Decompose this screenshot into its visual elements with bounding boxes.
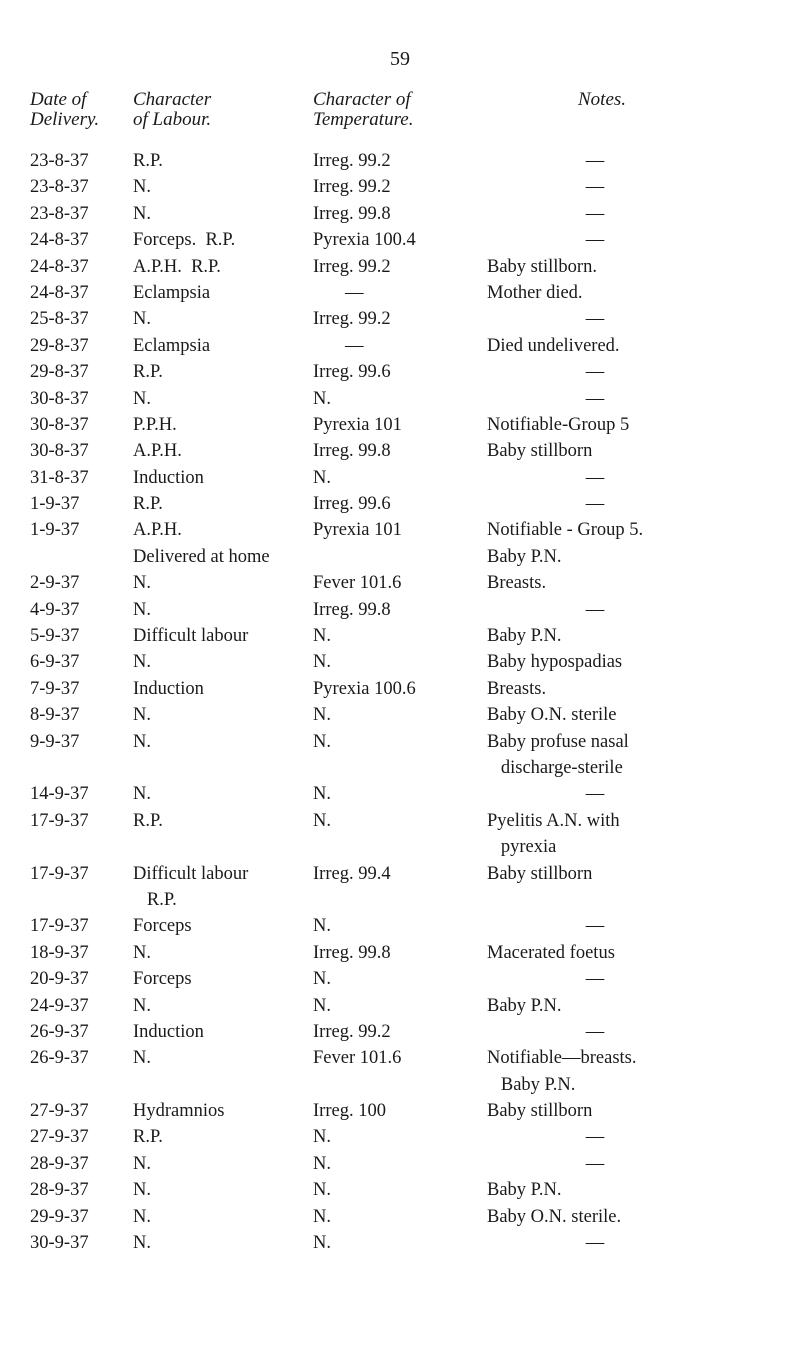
table-row (0, 1232, 800, 1258)
cell-temperature: N. (313, 1153, 331, 1174)
table-row (0, 546, 800, 572)
cell-notes: Died undelivered. (487, 335, 620, 356)
cell-date: 17-9-37 (30, 863, 89, 884)
cell-notes: — (585, 1233, 605, 1254)
cell-labour: Difficult labour (133, 863, 249, 884)
cell-notes: — (585, 1127, 605, 1148)
cell-notes: — (585, 309, 605, 330)
table-row (0, 1179, 800, 1205)
table-row (0, 836, 800, 862)
cell-notes: Pyelitis A.N. with (487, 810, 620, 831)
cell-temperature: N. (313, 784, 331, 805)
table-row (0, 176, 800, 202)
cell-temperature: N. (313, 705, 331, 726)
cell-labour: Difficult labour (133, 626, 249, 647)
cell-temperature: Irreg. 99.8 (313, 942, 391, 963)
table-row (0, 335, 800, 361)
cell-notes: Notifiable—breasts. (487, 1048, 637, 1069)
cell-notes: Baby P.N. (487, 546, 562, 567)
cell-labour: Induction (133, 467, 204, 488)
cell-labour: N. (133, 995, 151, 1016)
cell-date: 2-9-37 (30, 573, 80, 594)
cell-notes: — (585, 969, 605, 990)
cell-notes: — (585, 494, 605, 515)
cell-temperature: Fever 101.6 (313, 573, 402, 594)
cell-notes: Baby P.N. (487, 1074, 576, 1095)
cell-date: 24-8-37 (30, 256, 89, 277)
cell-notes: Baby O.N. sterile (487, 705, 617, 726)
table-row (0, 1206, 800, 1232)
table-row (0, 440, 800, 466)
table-row (0, 915, 800, 941)
header-temperature-line1: Character of (313, 89, 411, 110)
cell-date: 26-9-37 (30, 1021, 89, 1042)
table-row (0, 388, 800, 414)
cell-temperature: Irreg. 99.2 (313, 1021, 391, 1042)
table-row (0, 1047, 800, 1073)
cell-temperature: Pyrexia 100.4 (313, 230, 416, 251)
cell-temperature: Pyrexia 101 (313, 520, 402, 541)
cell-notes: Baby P.N. (487, 995, 562, 1016)
cell-labour: R.P. (133, 362, 163, 383)
cell-temperature: N. (313, 810, 331, 831)
cell-notes: — (585, 230, 605, 251)
table-row (0, 282, 800, 308)
cell-notes: Baby hypospadias (487, 652, 623, 673)
table-row (0, 889, 800, 915)
cell-date: 1-9-37 (30, 520, 80, 541)
table-row (0, 1074, 800, 1100)
cell-temperature: N. (313, 388, 331, 409)
cell-date: 24-8-37 (30, 282, 89, 303)
cell-labour: N. (133, 652, 151, 673)
cell-notes: — (585, 784, 605, 805)
cell-temperature: Irreg. 99.8 (313, 203, 391, 224)
cell-temperature: Irreg. 99.2 (313, 309, 391, 330)
cell-labour: A.P.H. R.P. (133, 256, 221, 277)
cell-date: 30-8-37 (30, 441, 89, 462)
table-row (0, 783, 800, 809)
cell-temperature: N. (313, 1180, 331, 1201)
table-row (0, 1021, 800, 1047)
cell-date: 6-9-37 (30, 652, 80, 673)
cell-notes: Baby profuse nasal (487, 731, 629, 752)
cell-temperature: Irreg. 99.2 (313, 151, 391, 171)
table-row (0, 572, 800, 598)
cell-date: 8-9-37 (30, 705, 80, 726)
cell-notes: Mother died. (487, 282, 583, 303)
cell-notes: — (585, 1153, 605, 1174)
header-temperature (313, 90, 413, 130)
header-notes-line2: Notes. (578, 89, 627, 110)
cell-labour: N. (133, 388, 151, 409)
cell-temperature: N. (313, 467, 331, 488)
cell-labour: Induction (133, 678, 204, 699)
cell-date: 29-8-37 (30, 362, 89, 383)
cell-notes: Baby P.N. (487, 1180, 562, 1201)
cell-notes: Macerated foetus (487, 942, 615, 963)
cell-date: 23-8-37 (30, 203, 89, 224)
cell-labour: Hydramnios (133, 1101, 225, 1122)
cell-labour: Eclampsia (133, 335, 211, 356)
cell-notes: — (585, 388, 605, 409)
cell-date: 20-9-37 (30, 969, 89, 990)
cell-temperature: Fever 101.6 (313, 1048, 402, 1069)
cell-date: 5-9-37 (30, 626, 80, 647)
table-row (0, 308, 800, 334)
cell-notes: Breasts. (487, 573, 547, 594)
cell-temperature: N. (313, 652, 331, 673)
cell-labour: P.P.H. (133, 414, 177, 435)
table-row (0, 863, 800, 889)
cell-labour: N. (133, 705, 151, 726)
table-row (0, 625, 800, 651)
cell-temperature: Irreg. 99.6 (313, 494, 391, 515)
cell-notes: — (585, 151, 605, 171)
cell-notes: — (585, 362, 605, 383)
table-row (0, 493, 800, 519)
cell-date: 14-9-37 (30, 784, 89, 805)
cell-temperature: N. (313, 969, 331, 990)
header-labour-line2: of Labour. (133, 109, 212, 130)
cell-date: 27-9-37 (30, 1101, 89, 1122)
cell-date: 7-9-37 (30, 678, 80, 699)
cell-labour: N. (133, 1233, 151, 1254)
cell-date: 30-8-37 (30, 414, 89, 435)
cell-date: 9-9-37 (30, 731, 80, 752)
cell-labour: Delivered at home (133, 546, 270, 567)
cell-labour: A.P.H. (133, 520, 182, 541)
table-header (0, 90, 800, 142)
header-notes (578, 90, 626, 110)
header-date-line2: Delivery. (30, 109, 100, 130)
cell-labour: N. (133, 1180, 151, 1201)
cell-temperature: Irreg. 99.2 (313, 256, 391, 277)
cell-temperature: N. (313, 626, 331, 647)
table-row (0, 995, 800, 1021)
cell-notes: — (585, 203, 605, 224)
cell-labour: N. (133, 599, 151, 620)
header-date-line1: Date of (30, 89, 87, 110)
cell-labour: N. (133, 309, 151, 330)
cell-date: 17-9-37 (30, 810, 89, 831)
cell-notes: — (585, 916, 605, 937)
cell-labour: N. (133, 573, 151, 594)
cell-date: 28-9-37 (30, 1153, 89, 1174)
cell-labour: Forceps. R.P. (133, 230, 236, 251)
cell-temperature: — (345, 335, 364, 356)
cell-temperature: Irreg. 99.8 (313, 441, 391, 462)
cell-notes: Notifiable-Group 5 (487, 414, 630, 435)
cell-date: 24-9-37 (30, 995, 89, 1016)
table-row (0, 203, 800, 229)
cell-notes: Baby O.N. sterile. (487, 1206, 622, 1227)
cell-temperature: N. (313, 731, 331, 752)
table-row (0, 414, 800, 440)
table-row (0, 229, 800, 255)
cell-notes: Breasts. (487, 678, 547, 699)
cell-date: 23-8-37 (30, 177, 89, 198)
cell-labour: Induction (133, 1021, 204, 1042)
cell-notes: Notifiable - Group 5. (487, 520, 644, 541)
header-labour-line1: Character (133, 89, 212, 110)
cell-labour: N. (133, 784, 151, 805)
table-row (0, 651, 800, 677)
cell-temperature: N. (313, 916, 331, 937)
cell-labour: N. (133, 1206, 151, 1227)
cell-temperature: — (345, 282, 364, 303)
cell-date: 25-8-37 (30, 309, 89, 330)
cell-temperature: Irreg. 100 (313, 1101, 386, 1122)
cell-labour: N. (133, 942, 151, 963)
cell-labour: N. (133, 1153, 151, 1174)
cell-notes: discharge-sterile (487, 757, 623, 778)
cell-temperature: N. (313, 1233, 331, 1254)
cell-labour: R.P. (133, 1127, 163, 1148)
table-row (0, 810, 800, 836)
cell-date: 29-8-37 (30, 335, 89, 356)
cell-labour: R.P. (133, 494, 163, 515)
cell-date: 28-9-37 (30, 1180, 89, 1201)
cell-notes: — (585, 599, 605, 620)
header-temperature-line2: Temperature. (313, 109, 414, 130)
cell-date: 27-9-37 (30, 1127, 89, 1148)
cell-labour: N. (133, 1048, 151, 1069)
cell-temperature: N. (313, 995, 331, 1016)
table-row (0, 1153, 800, 1179)
cell-temperature: Irreg. 99.2 (313, 177, 391, 198)
cell-temperature: N. (313, 1127, 331, 1148)
table-row (0, 731, 800, 757)
table-row (0, 1100, 800, 1126)
records-table-body (0, 150, 800, 1258)
cell-date: 23-8-37 (30, 151, 89, 171)
cell-temperature: Pyrexia 100.6 (313, 678, 416, 699)
table-row (0, 678, 800, 704)
cell-date: 30-9-37 (30, 1233, 89, 1254)
cell-notes: Baby P.N. (487, 626, 562, 647)
cell-date: 4-9-37 (30, 599, 80, 620)
cell-labour: N. (133, 203, 151, 224)
table-row (0, 1126, 800, 1152)
table-row (0, 256, 800, 282)
cell-labour: N. (133, 177, 151, 198)
cell-date: 26-9-37 (30, 1048, 89, 1069)
cell-temperature: Pyrexia 101 (313, 414, 402, 435)
cell-labour: R.P. (133, 151, 163, 171)
table-row (0, 599, 800, 625)
cell-notes: pyrexia (487, 837, 557, 858)
table-row (0, 150, 800, 176)
cell-date: 31-8-37 (30, 467, 89, 488)
header-labour (133, 90, 211, 130)
table-row (0, 467, 800, 493)
cell-temperature: N. (313, 1206, 331, 1227)
table-row (0, 757, 800, 783)
cell-notes: Baby stillborn (487, 441, 593, 462)
cell-labour: Eclampsia (133, 282, 211, 303)
header-date (30, 90, 99, 130)
cell-temperature: Irreg. 99.8 (313, 599, 391, 620)
table-row (0, 704, 800, 730)
cell-labour: Forceps (133, 969, 192, 990)
cell-temperature: Irreg. 99.4 (313, 863, 391, 884)
table-row (0, 519, 800, 545)
cell-notes: — (585, 467, 605, 488)
table-row (0, 942, 800, 968)
cell-date: 17-9-37 (30, 916, 89, 937)
cell-labour: R.P. (133, 810, 163, 831)
table-row (0, 361, 800, 387)
page-number: 59 (390, 48, 410, 70)
cell-date: 18-9-37 (30, 942, 89, 963)
cell-temperature: Irreg. 99.6 (313, 362, 391, 383)
cell-date: 30-8-37 (30, 388, 89, 409)
cell-labour: N. (133, 731, 151, 752)
table-row (0, 968, 800, 994)
cell-notes: Baby stillborn (487, 863, 593, 884)
cell-notes: Baby stillborn. (487, 256, 597, 277)
cell-labour: A.P.H. (133, 441, 182, 462)
cell-notes: — (585, 177, 605, 198)
cell-notes: Baby stillborn (487, 1101, 593, 1122)
cell-date: 29-9-37 (30, 1206, 89, 1227)
cell-labour: Forceps (133, 916, 192, 937)
cell-date: 1-9-37 (30, 494, 80, 515)
cell-notes: — (585, 1021, 605, 1042)
cell-date: 24-8-37 (30, 230, 89, 251)
cell-labour: R.P. (133, 889, 177, 910)
